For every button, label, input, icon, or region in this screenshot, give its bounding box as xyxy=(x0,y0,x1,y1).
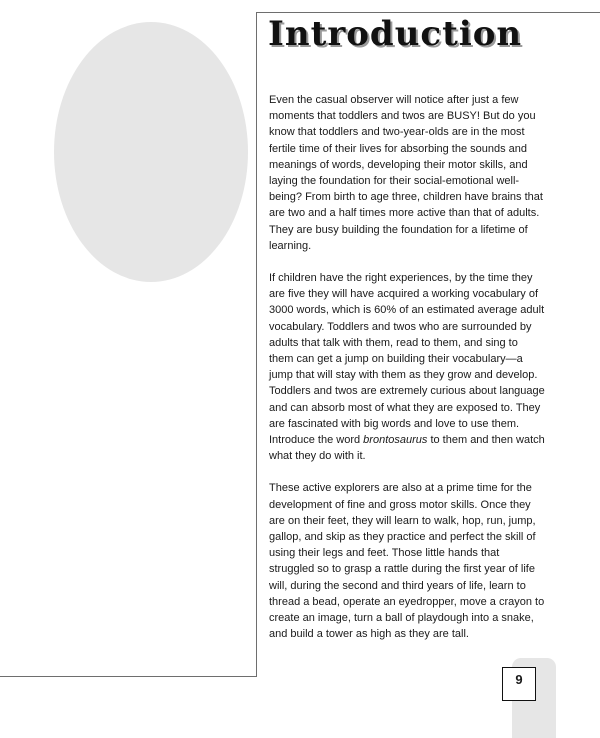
frame-bottom-line xyxy=(0,676,257,677)
paragraph-2-after: to them and then watch what they do with it. xyxy=(269,434,545,463)
paragraph-2-emphasis: brontosaurus xyxy=(363,434,428,447)
frame-left-line xyxy=(256,12,257,676)
frame-top-line xyxy=(256,12,600,13)
paragraph-2-before: If children have the right experiences, by the time they are five they will have acquired a working vocabulary of 3000 words, which is 60% of an estimated average adult vocabulary. Toddlers and twos who are surrounded by adults that talk with them, read to them, and sing to them can get a jump on building their vocabulary—a jump that will stay with them as they grow and develop. Toddlers and twos are extremely curious about language and can absorb most of what they are exposed to. They are fascinated with big words and love to use them. Introduce the word xyxy=(269,272,545,447)
page-number: 9 xyxy=(502,667,536,701)
paragraph-2 xyxy=(269,270,545,464)
paragraph-1: Even the casual observer will notice after just a few moments that toddlers and twos are BUSY! But do you know that toddlers and two-year-olds are in the most fertile time of their lives for absorbing the sounds and meanings of words, developing their motor skills, and laying the foundation for their social-emotional well-being? From birth to age three, children have brains that are two and a half times more active than that of adults. They are busy building the foundation for a lifetime of learning. xyxy=(269,94,543,252)
paragraph-3: These active explorers are also at a prime time for the development of fine and gross motor skills. Once they are on their feet, they will learn to walk, hop, run, jump, gallop, and skip as they practice and perfect the skill of using their legs and feet. Those little hands that struggled so to grasp a rattle during the first year of life will, during the second and third years of life, learn to thread a bead, operate an eyedropper, move a crayon to create an image, turn a ball of playdough into a snake, and build a tower as high as they are tall. xyxy=(269,482,545,641)
body-text xyxy=(269,92,545,659)
image-placeholder-oval xyxy=(54,22,248,282)
page-title: Introduction xyxy=(268,14,523,54)
